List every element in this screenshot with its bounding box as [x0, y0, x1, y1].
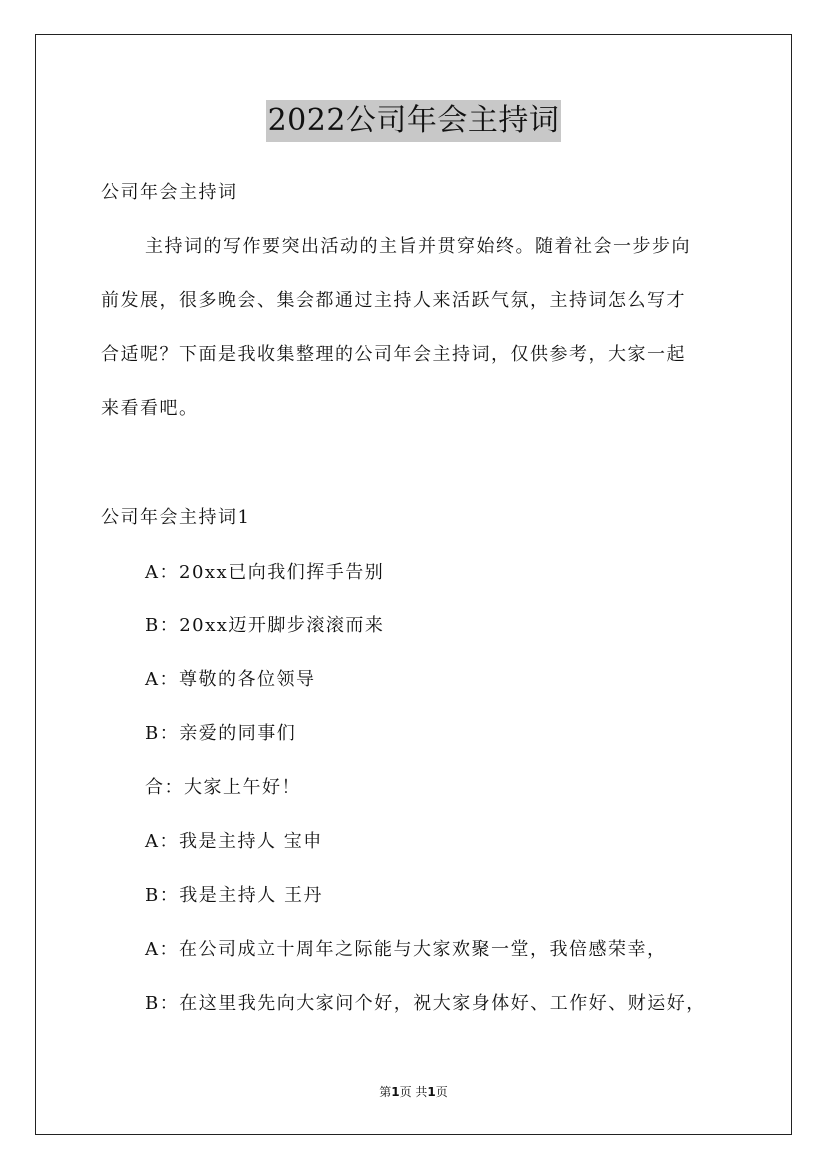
dialogue-line: 合：大家上午好！	[145, 777, 301, 798]
page-footer	[0, 1084, 827, 1100]
section-heading: 公司年会主持词	[101, 182, 238, 203]
footer-page-mid: 页 共	[399, 1085, 428, 1099]
dialogue-line: B：亲爱的同事们	[145, 723, 297, 744]
title-container	[0, 100, 827, 142]
dialogue-line: A：尊敬的各位领导	[145, 669, 316, 690]
dialogue-line: B：在这里我先向大家问个好，祝大家身体好、工作好、财运好，	[145, 993, 706, 1014]
intro-line-4: 来看看吧。	[101, 398, 199, 419]
footer-page-total: 1	[427, 1085, 436, 1099]
dialogue-line: A：20xx已向我们挥手告别	[145, 562, 385, 583]
footer-page-current: 1	[391, 1085, 400, 1099]
footer-page-suffix: 页	[435, 1085, 448, 1099]
dialogue-line: B：20xx迈开脚步滚滚而来	[145, 615, 385, 636]
sub-heading: 公司年会主持词1	[101, 507, 251, 528]
document-title: 2022公司年会主持词	[266, 100, 562, 142]
intro-line-2: 前发展，很多晚会、集会都通过主持人来活跃气氛，主持词怎么写才	[101, 290, 686, 311]
intro-line-1: 主持词的写作要突出活动的主旨并贯穿始终。随着社会一步步向	[145, 236, 691, 257]
dialogue-line: B：我是主持人 王丹	[145, 885, 323, 906]
intro-line-3: 合适呢？下面是我收集整理的公司年会主持词，仅供参考，大家一起	[101, 344, 686, 365]
dialogue-line: A：我是主持人 宝申	[145, 831, 323, 852]
dialogue-line: A：在公司成立十周年之际能与大家欢聚一堂，我倍感荣幸，	[145, 939, 667, 960]
footer-page-prefix: 第	[379, 1085, 392, 1099]
